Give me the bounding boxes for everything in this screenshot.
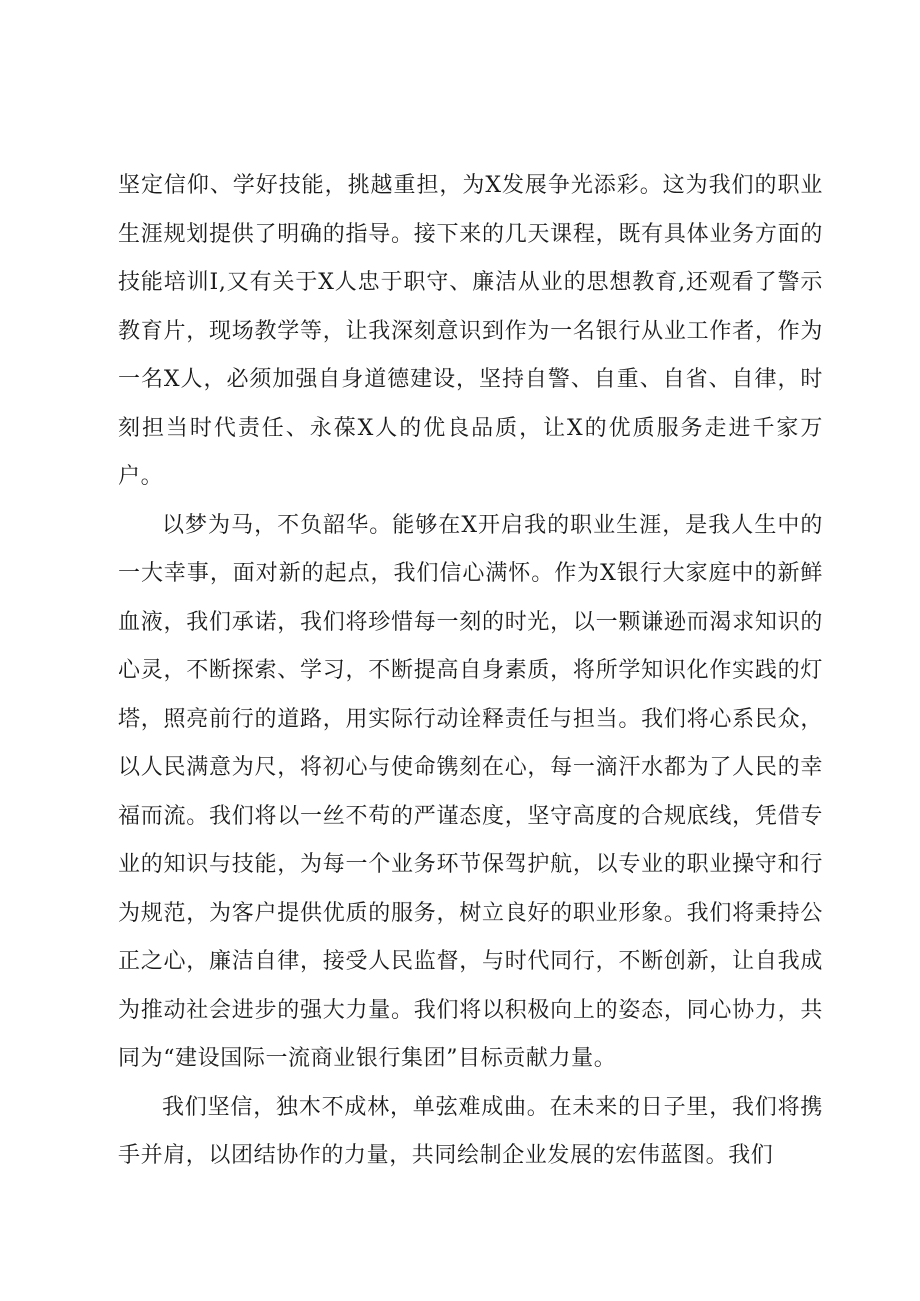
paragraph-continuation: 坚定信仰、学好技能，挑越重担，为X发展争光添彩。这为我们的职业生涯规划提供了明确的指导。接下来的几天课程，既有具体业务方面的技能培训I,又有关于X人忠于职守、廉洁从业的思想教育,还观看了警示教育片，现场教学等，让我深刻意识到作为一名银行从业工作者，作为一名X人，必须加强自身道德建设，坚持自警、自重、自省、自律，时刻担当时代责任、永葆X人的优良品质，让X的优质服务走进千家万户。 (118, 173, 823, 489)
paragraph-dream: 以梦为马，不负韶华。能够在X开启我的职业生涯，是我人生中的一大幸事，面对新的起点，我们信心满怀。作为X银行大家庭中的新鲜血液，我们承诺，我们将珍惜每一刻的时光，以一颗谦逊而渴求知识的心灵，不断探索、学习，不断提高自身素质，将所学知识化作实践的灯塔，照亮前行的道路，用实际行动诠释责任与担当。我们将心系民众，以人民满意为尺，将初心与使命镌刻在心，每一滴汗水都为了人民的幸福而流。我们将以一丝不苟的严谨态度，坚守高度的合规底线，凭借专业的知识与技能，为每一个业务环节保驾护航，以专业的职业操守和行为规范，为客户提供优质的服务，树立良好的职业形象。我们将秉持公正之心，廉洁自律，接受人民监督，与时代同行，不断创新，让自我成为推动社会进步的强大力量。我们将以积极向上的姿态，同心协力，共同为“建设国际一流商业银行集团”目标贡献力量。 (118, 512, 823, 1071)
paragraph-teamwork: 我们坚信，独木不成林，单弦难成曲。在未来的日子里，我们将携手并肩，以团结协作的力量，共同绘制企业发展的宏伟蓝图。我们 (118, 1094, 823, 1168)
document-body (118, 162, 823, 1181)
